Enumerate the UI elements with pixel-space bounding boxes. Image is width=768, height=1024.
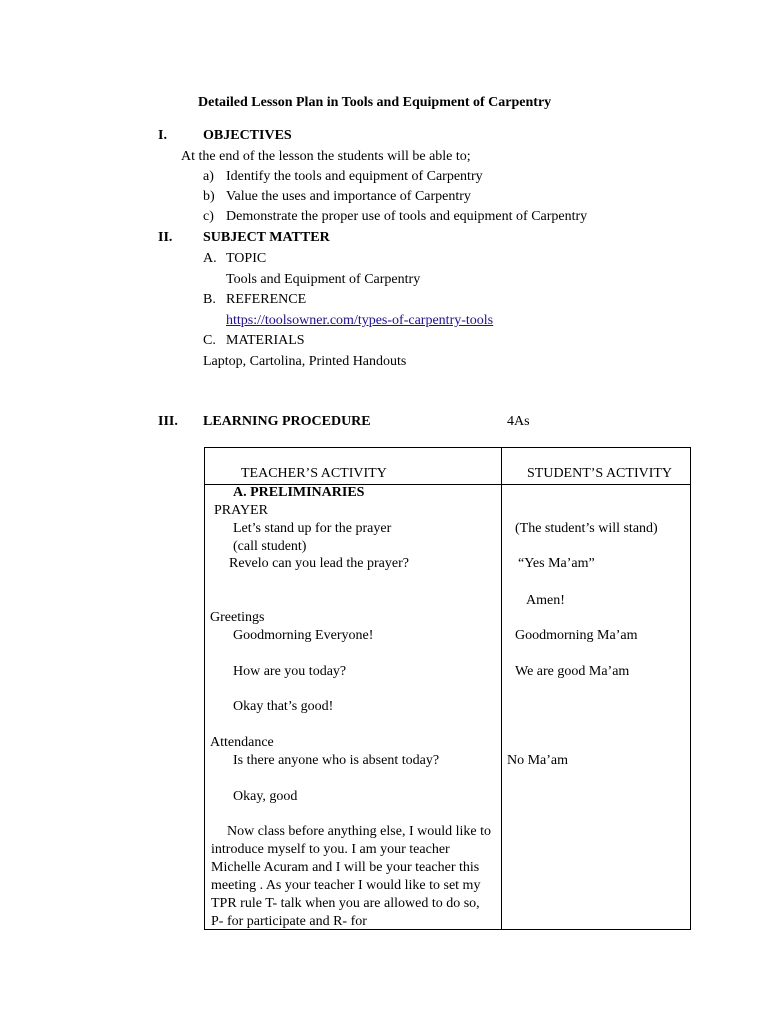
activity-table [204,447,691,930]
reference-label: REFERENCE [226,292,307,307]
student-activity-header: STUDENT’S ACTIVITY [527,466,673,481]
student-line: We are good Ma’am [515,664,630,679]
student-line: (The student’s will stand) [515,521,658,536]
teacher-line: (call student) [233,539,307,554]
objectives-heading: OBJECTIVES [203,128,292,143]
subject-matter-heading: SUBJECT MATTER [203,230,330,245]
objective-letter: c) [203,209,214,224]
column-divider [501,448,502,929]
prayer-label: PRAYER [214,503,268,518]
topic-letter: A. [203,251,217,266]
teacher-line: Is there anyone who is absent today? [233,753,440,768]
topic-label: TOPIC [226,251,267,266]
objective-item: Value the uses and importance of Carpentry [226,189,471,204]
objective-letter: b) [203,189,215,204]
section-numeral-learning-procedure: III. [158,414,178,429]
materials-letter: C. [203,333,216,348]
objective-item: Demonstrate the proper use of tools and equipment of Carpentry [226,209,588,224]
objective-letter: a) [203,169,214,184]
teacher-line: Okay, good [233,789,298,804]
student-line: Goodmorning Ma’am [515,628,638,643]
reference-letter: B. [203,292,216,307]
student-line: “Yes Ma’am” [518,556,595,571]
teacher-line: Okay that’s good! [233,699,334,714]
greetings-label: Greetings [210,610,265,625]
section-numeral-objectives: I. [158,128,167,143]
learning-procedure-heading: LEARNING PROCEDURE [203,414,371,429]
objectives-intro: At the end of the lesson the students will be able to; [181,149,471,164]
materials-label: MATERIALS [226,333,305,348]
attendance-label: Attendance [210,735,274,750]
teacher-introduction-paragraph: Now class before anything else, I would like to introduce myself to you. I am your teacher Michelle Acuram and I will be your teacher this meeting . As your teacher I would like to set my TPR rule T- talk when you are allowed to do so, P- for participate and R- for [211,824,491,929]
student-line: Amen! [526,593,565,608]
teacher-line: How are you today? [233,664,347,679]
student-line: No Ma’am [507,753,569,768]
learning-approach: 4As [507,414,530,429]
objective-item: Identify the tools and equipment of Carpentry [226,169,483,184]
teacher-line: Goodmorning Everyone! [233,628,374,643]
teacher-line: Revelo can you lead the prayer? [229,556,409,571]
materials-value: Laptop, Cartolina, Printed Handouts [203,354,407,369]
section-numeral-subject-matter: II. [158,230,173,245]
teacher-activity-header: TEACHER’S ACTIVITY [241,466,387,481]
preliminaries-heading: A. PRELIMINARIES [233,485,365,500]
reference-link[interactable]: https://toolsowner.com/types-of-carpentry-tools [226,313,494,328]
page-title: Detailed Lesson Plan in Tools and Equipment of Carpentry [198,95,552,110]
teacher-line: Let’s stand up for the prayer [233,521,392,536]
topic-value: Tools and Equipment of Carpentry [226,272,421,287]
